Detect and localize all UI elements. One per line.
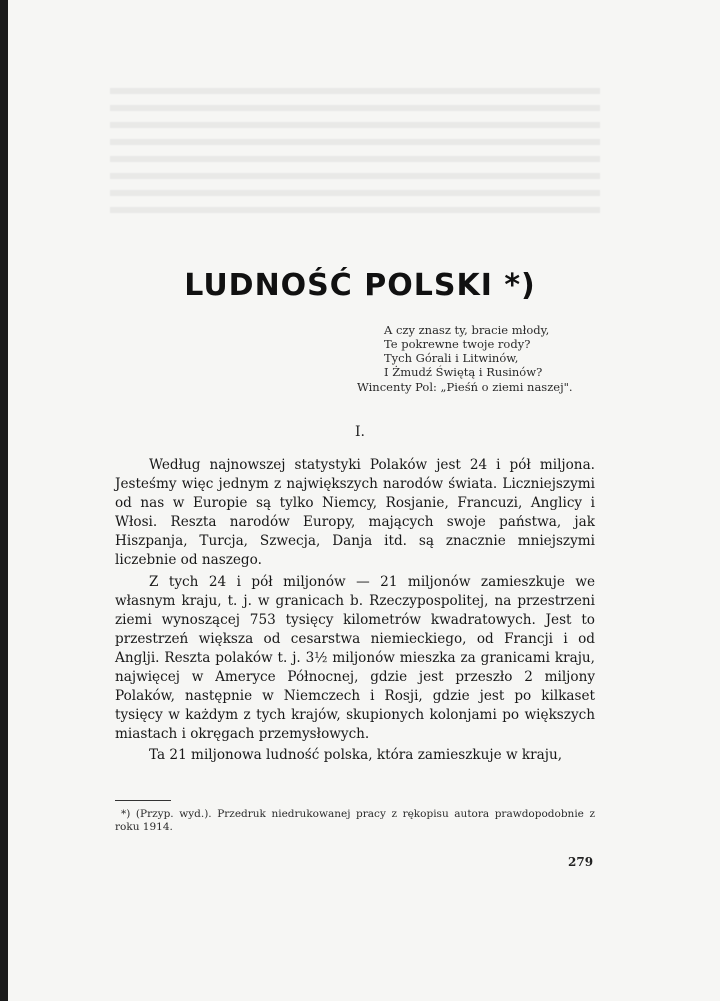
epigraph-line: I Żmudź Świętą i Rusinów?: [384, 365, 543, 379]
scan-binding-edge: [0, 0, 8, 1001]
epigraph: [357, 323, 621, 394]
show-through-text: [110, 88, 600, 223]
footnote: *) (Przyp. wyd.). Przedruk niedrukowanej pracy z rękopisu autora prawdopodobnie z roku 1914.: [115, 808, 595, 833]
chapter-title: LUDNOŚĆ POLSKI *): [184, 268, 536, 303]
epigraph-line: A czy znasz ty, bracie młody,: [384, 323, 550, 337]
page-number: 279: [568, 855, 594, 869]
epigraph-line: Te pokrewne twoje rody?: [384, 337, 531, 351]
epigraph-line: Tych Górali i Litwinów,: [384, 351, 519, 365]
epigraph-attribution: Wincenty Pol: „Pieśń o ziemi naszej".: [357, 380, 573, 394]
body-text: [115, 456, 595, 766]
section-number: I.: [355, 424, 365, 440]
paragraph: Z tych 24 i pół miljonów — 21 miljonów zamieszkuje we własnym kraju, t. j. w granicach b. Rzeczypospolitej, na przestrzeni ziemi wynoszącej 753 tysięcy kilometrów kwadratowych. Jest to przestrzeń większa od cesarstwa niemieckiego, od Francji i od Anglji. Reszta polaków t. j. 3½ miljonów mieszka za granicami kraju, najwięcej w Ameryce Północnej, gdzie jest przeszło 2 miljony Polaków, następnie w Niemczech i Rosji, gdzie jest po kilkaset tysięcy w każdym z tych krajów, skupionych kolonjami po większych miastach i okręgach przemysłowych.: [115, 573, 595, 743]
paragraph: Ta 21 miljonowa ludność polska, która zamieszkuje w kraju,: [149, 747, 563, 764]
footnote-rule: [115, 800, 171, 801]
paragraph: Według najnowszej statystyki Polaków jest 24 i pół miljona. Jesteśmy więc jednym z największych narodów świata. Liczniejszymi od nas w Europie są tylko Niemcy, Rosjanie, Francuzi, Anglicy i Włosi. Reszta narodów Europy, mających swoje państwa, jak Hiszpanja, Turcja, Szwecja, Danja itd. są znacznie mniejszymi liczebnie od naszego.: [115, 457, 595, 569]
